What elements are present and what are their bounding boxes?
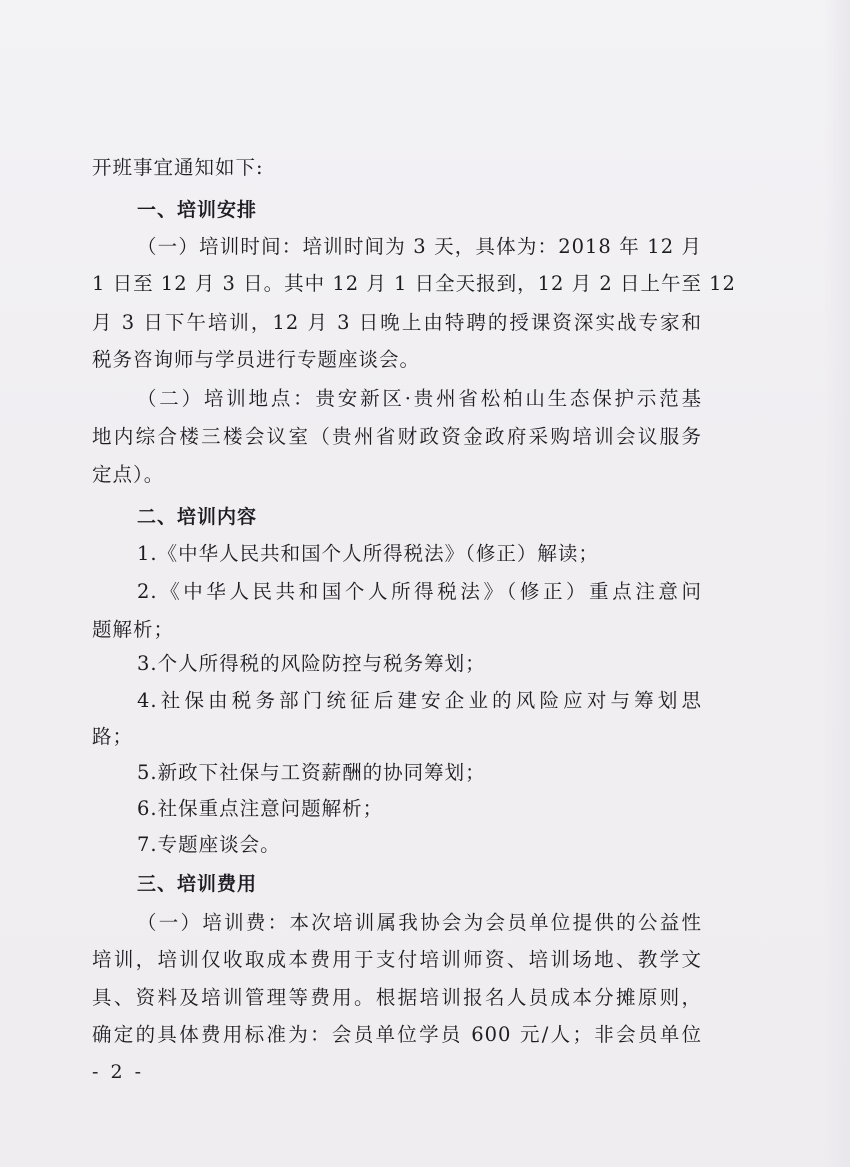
paragraph-line: 月 3 日下午培训，12 月 3 日晚上由特聘的授课资深实战专家和 <box>92 311 702 334</box>
list-item: 7.专题座谈会。 <box>137 833 281 856</box>
paragraph-line: 培训，培训仅收取成本费用于支付培训师资、培训场地、教学文 <box>92 948 702 971</box>
paragraph-line: 1 日至 12 月 3 日。其中 12 月 1 日全天报到，12 月 2 日上午至 12 <box>92 272 736 295</box>
intro-line: 开班事宜通知如下: <box>92 156 264 179</box>
page-number: - 2 - <box>92 1061 145 1083</box>
list-item-continuation: 题解析； <box>92 618 175 641</box>
section-heading-content: 二、培训内容 <box>137 506 258 528</box>
list-item-continuation: 路； <box>92 725 134 748</box>
list-item: 4.社保由税务部门统征后建安企业的风险应对与筹划思 <box>137 689 702 712</box>
paragraph-line: （一）培训时间：培训时间为 3 天，具体为：2018 年 12 月 <box>137 235 702 258</box>
paragraph-line: （一）培训费：本次培训属我协会为会员单位提供的公益性 <box>137 911 702 934</box>
list-item: 5.新政下社保与工资薪酬的协同筹划； <box>137 761 486 784</box>
paragraph-line: 定点）。 <box>92 463 165 486</box>
section-heading-fees: 三、培训费用 <box>137 873 258 895</box>
list-item: 3.个人所得税的风险防控与税务筹划； <box>137 652 486 675</box>
list-item: 6.社保重点注意问题解析； <box>137 797 384 820</box>
paragraph-line: 地内综合楼三楼会议室（贵州省财政资金政府采购培训会议服务 <box>92 425 702 448</box>
paragraph-line: （二）培训地点：贵安新区·贵州省松柏山生态保护示范基 <box>137 387 702 410</box>
section-heading-arrangement: 一、培训安排 <box>137 199 258 221</box>
list-item: 1.《中华人民共和国个人所得税法》（修正）解读； <box>137 542 599 565</box>
list-item: 2.《中华人民共和国个人所得税法》（修正）重点注意问 <box>137 580 702 603</box>
paragraph-line: 确定的具体费用标准为：会员单位学员 600 元/人；非会员单位 <box>92 1023 702 1046</box>
paragraph-line: 具、资料及培训管理等费用。根据培训报名人员成本分摊原则， <box>92 986 702 1009</box>
paragraph-line: 税务咨询师与学员进行专题座谈会。 <box>92 348 421 371</box>
paper-edge <box>824 0 850 1167</box>
